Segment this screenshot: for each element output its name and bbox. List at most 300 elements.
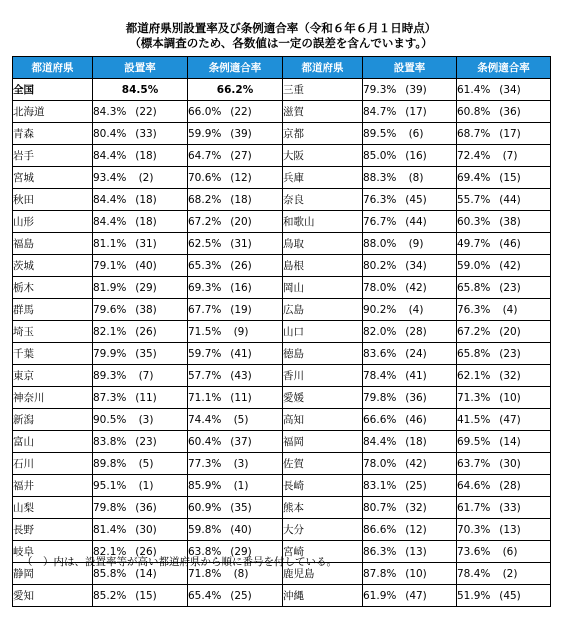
rate-value: 59.9% (188, 127, 222, 140)
install-rate-cell (363, 563, 457, 585)
rank: (37) (230, 435, 252, 448)
rank: (42) (405, 281, 427, 294)
rate-value: 78.4% (457, 567, 491, 580)
rate-value: 57.7% (188, 369, 222, 382)
rate-value: 86.3% (363, 545, 397, 558)
rank: (29) (135, 281, 157, 294)
rank: (39) (230, 127, 252, 140)
compliance-rate-cell (188, 189, 283, 211)
rate-value: 65.8% (457, 281, 491, 294)
install-rate-cell (93, 387, 188, 409)
rate-value: 87.8% (363, 567, 397, 580)
rate-value: 60.8% (457, 105, 491, 118)
header-compliance-rate-left: 条例適合率 (188, 57, 283, 79)
compliance-rate-cell (188, 409, 283, 431)
rate-value: 90.5% (93, 413, 127, 426)
compliance-rate-cell (457, 343, 551, 365)
prefecture-name: 香川 (283, 365, 363, 387)
rank: (7) (138, 369, 154, 382)
compliance-rate-cell (188, 233, 283, 255)
rank: (38) (135, 303, 157, 316)
compliance-rate-cell (457, 541, 551, 563)
rate-value: 84.3% (93, 105, 127, 118)
prefecture-name: 佐賀 (283, 453, 363, 475)
rank: (18) (405, 435, 427, 448)
rate-value: 67.2% (457, 325, 491, 338)
page-subtitle: （標本調査のため、各数値は一定の誤差を含んでいます。） (129, 36, 433, 50)
rate-value: 81.4% (93, 523, 127, 536)
rank: (16) (405, 149, 427, 162)
table-row (13, 365, 551, 387)
install-rate-cell (363, 541, 457, 563)
rank: (14) (499, 435, 521, 448)
install-rate-cell (93, 431, 188, 453)
rank: (24) (405, 347, 427, 360)
rank: (3) (138, 413, 154, 426)
rank: (44) (405, 215, 427, 228)
header-prefecture-left: 都道府県 (13, 57, 93, 79)
install-rate-cell (93, 453, 188, 475)
rank: (4) (408, 303, 424, 316)
install-rate-cell (93, 211, 188, 233)
rank: (35) (135, 347, 157, 360)
rank: (28) (405, 325, 427, 338)
rate-value: 79.1% (93, 259, 127, 272)
header-compliance-rate-right: 条例適合率 (457, 57, 551, 79)
rate-value: 72.4% (457, 149, 491, 162)
compliance-rate-cell (457, 409, 551, 431)
rank: (31) (230, 237, 252, 250)
prefecture-name: 宮崎 (283, 541, 363, 563)
rank: (30) (135, 523, 157, 536)
rank: (4) (502, 303, 518, 316)
compliance-rate-cell (188, 519, 283, 541)
rate-value: 85.0% (363, 149, 397, 162)
install-rate-cell (93, 277, 188, 299)
rate-value: 55.7% (457, 193, 491, 206)
rank: (45) (499, 589, 521, 602)
prefecture-name: 沖縄 (283, 585, 363, 607)
rate-value: 84.4% (93, 149, 127, 162)
rate-value: 76.7% (363, 215, 397, 228)
prefecture-name: 東京 (13, 365, 93, 387)
prefecture-name: 福井 (13, 475, 93, 497)
install-rate-cell (363, 123, 457, 145)
prefecture-name: 北海道 (13, 101, 93, 123)
rate-value: 82.0% (363, 325, 397, 338)
rank: (16) (230, 281, 252, 294)
rank: (13) (405, 545, 427, 558)
rate-value: 78.0% (363, 457, 397, 470)
prefecture-name: 山形 (13, 211, 93, 233)
prefecture-name: 島根 (283, 255, 363, 277)
rank: (15) (135, 589, 157, 602)
rank: (40) (230, 523, 252, 536)
install-rate-cell (363, 431, 457, 453)
rank: (36) (135, 501, 157, 514)
install-rate-cell (363, 277, 457, 299)
header-install-rate-right: 設置率 (363, 57, 457, 79)
rank: (41) (230, 347, 252, 360)
prefecture-name: 和歌山 (283, 211, 363, 233)
compliance-rate-cell (188, 343, 283, 365)
rate-value: 78.4% (363, 369, 397, 382)
rank: (35) (230, 501, 252, 514)
rate-value: 51.9% (457, 589, 491, 602)
rank: (15) (499, 171, 521, 184)
table-row (13, 255, 551, 277)
prefecture-name: 大分 (283, 519, 363, 541)
rank: (2) (502, 567, 518, 580)
prefecture-name: 大阪 (283, 145, 363, 167)
header-prefecture-right: 都道府県 (283, 57, 363, 79)
rate-value: 84.4% (93, 215, 127, 228)
install-rate-cell (93, 519, 188, 541)
install-rate-cell (363, 453, 457, 475)
compliance-rate-cell (188, 497, 283, 519)
rate-value: 59.7% (188, 347, 222, 360)
rank: (36) (499, 105, 521, 118)
install-rate-cell (363, 145, 457, 167)
rate-value: 59.0% (457, 259, 491, 272)
rate-value: 79.8% (363, 391, 397, 404)
prefecture-name: 千葉 (13, 343, 93, 365)
rate-value: 49.7% (457, 237, 491, 250)
prefecture-name: 埼玉 (13, 321, 93, 343)
compliance-rate-cell (457, 475, 551, 497)
rank: (32) (405, 501, 427, 514)
rank: (20) (230, 215, 252, 228)
table-row (13, 277, 551, 299)
rate-value: 82.1% (93, 545, 127, 558)
prefecture-name: 群馬 (13, 299, 93, 321)
install-rate-cell (93, 299, 188, 321)
install-rate-cell (93, 585, 188, 607)
rank: (18) (135, 193, 157, 206)
rate-value: 69.3% (188, 281, 222, 294)
prefecture-name: 高知 (283, 409, 363, 431)
compliance-rate-cell (457, 145, 551, 167)
rate-value: 89.8% (93, 457, 127, 470)
rank: (26) (230, 259, 252, 272)
install-rate-cell (93, 101, 188, 123)
rank: (46) (499, 237, 521, 250)
table-row (13, 189, 551, 211)
rate-value: 93.4% (93, 171, 127, 184)
rank: (12) (405, 523, 427, 536)
rate-value: 66.6% (363, 413, 397, 426)
compliance-rate-cell (188, 167, 283, 189)
compliance-rate-cell (188, 277, 283, 299)
rank: (25) (405, 479, 427, 492)
rank: (1) (138, 479, 154, 492)
rate-value: 78.0% (363, 281, 397, 294)
compliance-rate-cell (188, 585, 283, 607)
compliance-rate-cell (457, 431, 551, 453)
table-row (13, 167, 551, 189)
rate-value: 68.2% (188, 193, 222, 206)
rate-value: 41.5% (457, 413, 491, 426)
rank: (28) (499, 479, 521, 492)
install-rate-cell (93, 321, 188, 343)
rate-value: 79.6% (93, 303, 127, 316)
rank: (11) (135, 391, 157, 404)
rate-value: 61.4% (457, 83, 491, 96)
rank: (40) (135, 259, 157, 272)
rate-value: 79.3% (363, 83, 397, 96)
rank: (33) (499, 501, 521, 514)
rank: (34) (405, 259, 427, 272)
compliance-rate-cell (188, 321, 283, 343)
install-rate-cell (93, 189, 188, 211)
rate-value: 61.7% (457, 501, 491, 514)
prefecture-name: 鹿児島 (283, 563, 363, 585)
rate-value: 76.3% (457, 303, 491, 316)
prefecture-name: 石川 (13, 453, 93, 475)
rank: (8) (233, 567, 249, 580)
prefecture-name: 山梨 (13, 497, 93, 519)
rate-value: 85.2% (93, 589, 127, 602)
rate-value: 67.2% (188, 215, 222, 228)
table-row (13, 211, 551, 233)
table-row (13, 101, 551, 123)
prefecture-name: 熊本 (283, 497, 363, 519)
install-rate-cell (363, 343, 457, 365)
rate-value: 84.4% (93, 193, 127, 206)
compliance-rate-cell (188, 299, 283, 321)
rank: (14) (135, 567, 157, 580)
install-rate-cell (363, 475, 457, 497)
rate-value: 95.1% (93, 479, 127, 492)
page-title: 都道府県別設置率及び条例適合率（令和６年６月１日時点） (125, 21, 437, 35)
rate-value: 71.3% (457, 391, 491, 404)
install-rate-cell (363, 189, 457, 211)
prefecture-name: 滋賀 (283, 101, 363, 123)
rank: (9) (408, 237, 424, 250)
rate-value: 62.1% (457, 369, 491, 382)
compliance-rate-cell (457, 497, 551, 519)
compliance-rate-cell (457, 277, 551, 299)
rate-value: 83.8% (93, 435, 127, 448)
rank: (42) (499, 259, 521, 272)
rate-value: 60.4% (188, 435, 222, 448)
rank: (45) (405, 193, 427, 206)
install-rate-cell (93, 233, 188, 255)
prefecture-name: 秋田 (13, 189, 93, 211)
rank: (46) (405, 413, 427, 426)
rank: (43) (230, 369, 252, 382)
install-rate-cell (363, 79, 457, 101)
table-row (13, 79, 551, 101)
prefecture-name: 愛媛 (283, 387, 363, 409)
rank: (17) (499, 127, 521, 140)
compliance-rate-cell (188, 387, 283, 409)
rate-value: 62.5% (188, 237, 222, 250)
rate-value: 69.4% (457, 171, 491, 184)
rank: (27) (230, 149, 252, 162)
rank: (44) (499, 193, 521, 206)
rate-value: 88.3% (363, 171, 397, 184)
rate-value: 65.8% (457, 347, 491, 360)
prefecture-name: 長崎 (283, 475, 363, 497)
compliance-rate-cell (188, 123, 283, 145)
table-row (13, 431, 551, 453)
rank: (11) (230, 391, 252, 404)
rank: (5) (138, 457, 154, 470)
rate-value: 66.0% (188, 105, 222, 118)
compliance-rate-cell (188, 255, 283, 277)
rate-value: 70.6% (188, 171, 222, 184)
install-rate-cell (363, 321, 457, 343)
rate-value: 86.6% (363, 523, 397, 536)
install-rate-cell (363, 233, 457, 255)
rate-value: 64.6% (457, 479, 491, 492)
national-label: 全国 (13, 79, 93, 101)
rank: (5) (233, 413, 249, 426)
prefecture-name: 青森 (13, 123, 93, 145)
table-row (13, 299, 551, 321)
rate-value: 61.9% (363, 589, 397, 602)
table-row (13, 321, 551, 343)
prefecture-name: 長野 (13, 519, 93, 541)
rank: (47) (499, 413, 521, 426)
prefecture-name: 新潟 (13, 409, 93, 431)
prefecture-name: 栃木 (13, 277, 93, 299)
rate-value: 70.3% (457, 523, 491, 536)
table-row (13, 475, 551, 497)
rate-value: 67.7% (188, 303, 222, 316)
table-row (13, 123, 551, 145)
rank: (8) (408, 171, 424, 184)
rate-value: 82.1% (93, 325, 127, 338)
rank: (20) (499, 325, 521, 338)
prefecture-name: 岐阜 (13, 541, 93, 563)
rate-value: 84.7% (363, 105, 397, 118)
rate-value: 81.9% (93, 281, 127, 294)
rank: (9) (233, 325, 249, 338)
rate-value: 68.7% (457, 127, 491, 140)
prefecture-name: 岡山 (283, 277, 363, 299)
table-row (13, 585, 551, 607)
compliance-rate-cell (188, 453, 283, 475)
rate-value: 60.3% (457, 215, 491, 228)
rank: (10) (405, 567, 427, 580)
prefecture-name: 山口 (283, 321, 363, 343)
install-rate-cell (93, 123, 188, 145)
prefecture-name: 奈良 (283, 189, 363, 211)
rank: (42) (405, 457, 427, 470)
rate-value: 79.9% (93, 347, 127, 360)
rate-value: 85.9% (188, 479, 222, 492)
rate-value: 88.0% (363, 237, 397, 250)
compliance-rate-cell (457, 563, 551, 585)
compliance-rate-cell (457, 453, 551, 475)
prefecture-name: 鳥取 (283, 233, 363, 255)
rate-value: 90.2% (363, 303, 397, 316)
prefecture-name: 岩手 (13, 145, 93, 167)
prefecture-name: 富山 (13, 431, 93, 453)
rank: (34) (499, 83, 521, 96)
rate-value: 83.6% (363, 347, 397, 360)
rate-value: 63.7% (457, 457, 491, 470)
install-rate-cell (93, 497, 188, 519)
rank: (22) (230, 105, 252, 118)
compliance-rate-cell (457, 321, 551, 343)
table-header-row (13, 57, 551, 79)
rank: (31) (135, 237, 157, 250)
rate-value: 77.3% (188, 457, 222, 470)
install-rate-cell (93, 145, 188, 167)
rank: (25) (230, 589, 252, 602)
rate-value: 74.4% (188, 413, 222, 426)
install-rate-cell (363, 255, 457, 277)
rate-value: 80.7% (363, 501, 397, 514)
rank: (6) (408, 127, 424, 140)
rate-value: 84.4% (363, 435, 397, 448)
install-rate-cell (363, 101, 457, 123)
rate-value: 83.1% (363, 479, 397, 492)
prefecture-name: 三重 (283, 79, 363, 101)
install-rate-cell (93, 475, 188, 497)
compliance-rate-cell (188, 475, 283, 497)
install-rate-cell (93, 167, 188, 189)
rank: (33) (135, 127, 157, 140)
install-rate-cell (363, 299, 457, 321)
rank: (12) (230, 171, 252, 184)
install-rate-cell (363, 211, 457, 233)
rank: (26) (135, 545, 157, 558)
compliance-rate-cell (457, 211, 551, 233)
rank: (39) (405, 83, 427, 96)
rank: (18) (135, 215, 157, 228)
install-rate-cell (363, 387, 457, 409)
compliance-rate-cell (457, 167, 551, 189)
rate-value: 64.7% (188, 149, 222, 162)
install-rate-cell (363, 585, 457, 607)
prefecture-name: 福岡 (283, 431, 363, 453)
compliance-rate-cell (457, 233, 551, 255)
rate-value: 60.9% (188, 501, 222, 514)
rank: (1) (233, 479, 249, 492)
compliance-rate-cell (457, 189, 551, 211)
rank: (32) (499, 369, 521, 382)
national-install-rate: 84.5% (93, 79, 188, 101)
rank: (13) (499, 523, 521, 536)
table-row (13, 497, 551, 519)
rate-value: 71.5% (188, 325, 222, 338)
prefecture-name: 京都 (283, 123, 363, 145)
compliance-rate-cell (457, 585, 551, 607)
rank: (2) (138, 171, 154, 184)
compliance-rate-cell (188, 101, 283, 123)
rate-value: 71.1% (188, 391, 222, 404)
rate-value: 85.8% (93, 567, 127, 580)
compliance-rate-cell (457, 365, 551, 387)
rank: (36) (405, 391, 427, 404)
table-row (13, 233, 551, 255)
install-rate-cell (363, 409, 457, 431)
data-table (12, 56, 551, 607)
rank: (47) (405, 589, 427, 602)
rank: (23) (499, 281, 521, 294)
prefecture-name: 徳島 (283, 343, 363, 365)
prefecture-name: 静岡 (13, 563, 93, 585)
install-rate-cell (363, 167, 457, 189)
install-rate-cell (93, 255, 188, 277)
compliance-rate-cell (188, 211, 283, 233)
prefecture-name: 宮城 (13, 167, 93, 189)
install-rate-cell (93, 409, 188, 431)
